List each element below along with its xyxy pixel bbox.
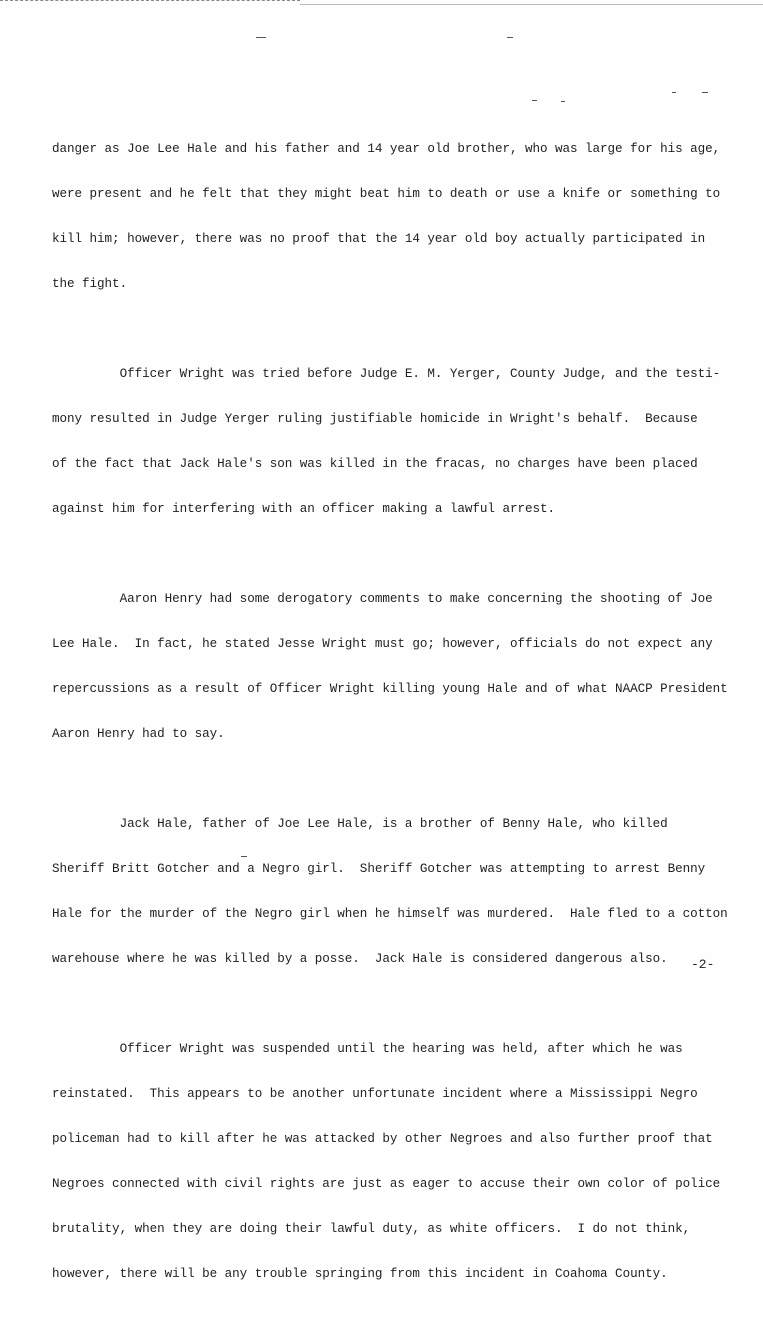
- paragraph-4: [52, 787, 742, 997]
- paragraph-5: [52, 1012, 742, 1312]
- text-line: mony resulted in Judge Yerger ruling justifiable homicide in Wright's behalf. Because: [52, 412, 698, 426]
- text-line: however, there will be any trouble springing from this incident in Coahoma County.: [52, 1267, 668, 1281]
- page-number: -2-: [691, 957, 715, 972]
- scan-speck: [561, 101, 565, 102]
- text-line: Jack Hale, father of Joe Lee Hale, is a brother of Benny Hale, who killed: [52, 817, 668, 831]
- text-line: Negroes connected with civil rights are just as eager to accuse their own color of police: [52, 1177, 721, 1191]
- text-line: Officer Wright was suspended until the hearing was held, after which he was: [52, 1042, 683, 1056]
- scan-speck: [507, 37, 513, 38]
- scan-speck: [672, 92, 676, 93]
- text-line: brutality, when they are doing their lawful duty, as white officers. I do not think,: [52, 1222, 691, 1236]
- text-line: kill him; however, there was no proof that the 14 year old boy actually participated in: [52, 232, 706, 246]
- paragraph-3: [52, 562, 742, 772]
- top-rule-line: [300, 4, 763, 5]
- text-line: reinstated. This appears to be another unfortunate incident where a Mississippi Negro: [52, 1087, 698, 1101]
- top-dashed-border: [0, 0, 300, 3]
- text-line: were present and he felt that they might beat him to death or use a knife or something to: [52, 187, 721, 201]
- letter-body: [52, 112, 742, 1327]
- text-line: Lee Hale. In fact, he stated Jesse Wright must go; however, officials do not expect any: [52, 637, 713, 651]
- text-line: the fight.: [52, 277, 128, 291]
- text-line: Officer Wright was tried before Judge E. M. Yerger, County Judge, and the testi-: [52, 367, 721, 381]
- paragraph-2: [52, 337, 742, 547]
- text-line: policeman had to kill after he was attacked by other Negroes and also further proof that: [52, 1132, 713, 1146]
- text-line: Aaron Henry had to say.: [52, 727, 225, 741]
- scan-speck: [532, 100, 537, 101]
- text-line: Sheriff Britt Gotcher and a Negro girl. Sheriff Gotcher was attempting to arrest Benny: [52, 862, 706, 876]
- text-line: danger as Joe Lee Hale and his father and 14 year old brother, who was large for his age,: [52, 142, 721, 156]
- text-line: Aaron Henry had some derogatory comments to make concerning the shooting of Joe: [52, 592, 713, 606]
- text-line: warehouse where he was killed by a posse. Jack Hale is considered dangerous also.: [52, 952, 668, 966]
- text-line: of the fact that Jack Hale's son was killed in the fracas, no charges have been placed: [52, 457, 698, 471]
- text-line: Hale for the murder of the Negro girl when he himself was murdered. Hale fled to a cotton: [52, 907, 728, 921]
- paragraph-1: [52, 112, 742, 322]
- scan-speck: [256, 37, 266, 38]
- text-line: against him for interfering with an officer making a lawful arrest.: [52, 502, 556, 516]
- scan-speck: [702, 92, 708, 93]
- text-line: repercussions as a result of Officer Wright killing young Hale and of what NAACP President: [52, 682, 728, 696]
